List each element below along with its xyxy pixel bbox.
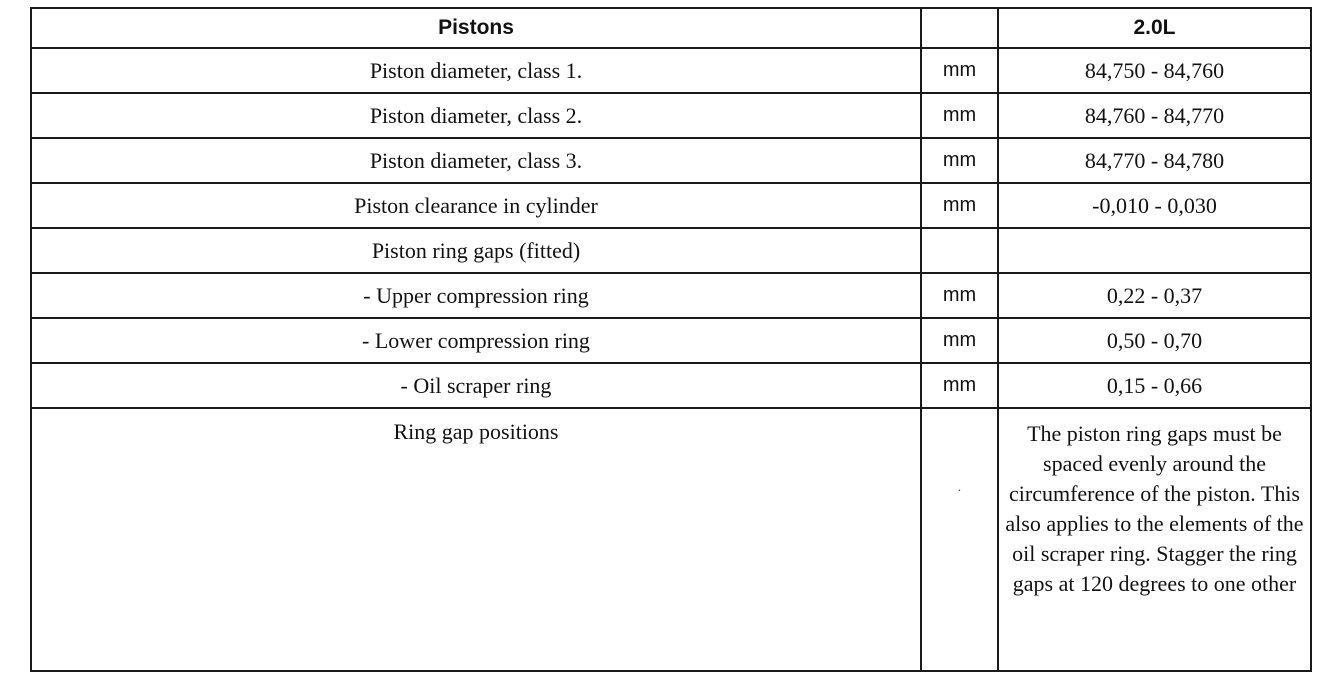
value-cell: 84,760 - 84,770	[998, 93, 1311, 138]
param-cell: Piston diameter, class 2.	[31, 93, 921, 138]
value-cell: 0,50 - 0,70	[998, 318, 1311, 363]
table-row	[31, 183, 1311, 228]
header-engine-2-0l: 2.0L	[998, 8, 1311, 48]
unit-cell: mm	[921, 93, 998, 138]
table-row	[31, 273, 1311, 318]
param-cell: - Oil scraper ring	[31, 363, 921, 408]
unit-cell: mm	[921, 138, 998, 183]
param-cell: Piston diameter, class 3.	[31, 138, 921, 183]
value-cell: 84,770 - 84,780	[998, 138, 1311, 183]
scan-speck: ·	[957, 481, 962, 497]
value-cell: -0,010 - 0,030	[998, 183, 1311, 228]
param-cell: Ring gap positions	[31, 408, 921, 671]
value-cell: The piston ring gaps must be spaced evenly around the circumference of the piston. This also applies to the elements of the oil scraper ring. Stagger the ring gaps at 120 degrees to one other	[998, 408, 1311, 671]
table-header-row	[31, 8, 1311, 48]
param-cell: Piston clearance in cylinder	[31, 183, 921, 228]
param-cell: Piston diameter, class 1.	[31, 48, 921, 93]
value-cell: 0,15 - 0,66	[998, 363, 1311, 408]
param-cell: Piston ring gaps (fitted)	[31, 228, 921, 273]
value-cell: 84,750 - 84,760	[998, 48, 1311, 93]
table-row	[31, 93, 1311, 138]
param-cell: - Lower compression ring	[31, 318, 921, 363]
unit-cell: mm	[921, 318, 998, 363]
table-row	[31, 138, 1311, 183]
piston-spec-table	[30, 7, 1312, 672]
unit-cell: mm	[921, 183, 998, 228]
table-row	[31, 318, 1311, 363]
value-cell	[998, 228, 1311, 273]
table-row	[31, 48, 1311, 93]
unit-cell: mm	[921, 273, 998, 318]
table-row	[31, 363, 1311, 408]
unit-cell: mm	[921, 363, 998, 408]
param-cell: - Upper compression ring	[31, 273, 921, 318]
table-row	[31, 228, 1311, 273]
unit-cell: mm	[921, 48, 998, 93]
table-row	[31, 408, 1311, 671]
unit-cell	[921, 408, 998, 671]
unit-cell	[921, 228, 998, 273]
header-unit	[921, 8, 998, 48]
header-parameter: Pistons	[31, 8, 921, 48]
value-cell: 0,22 - 0,37	[998, 273, 1311, 318]
